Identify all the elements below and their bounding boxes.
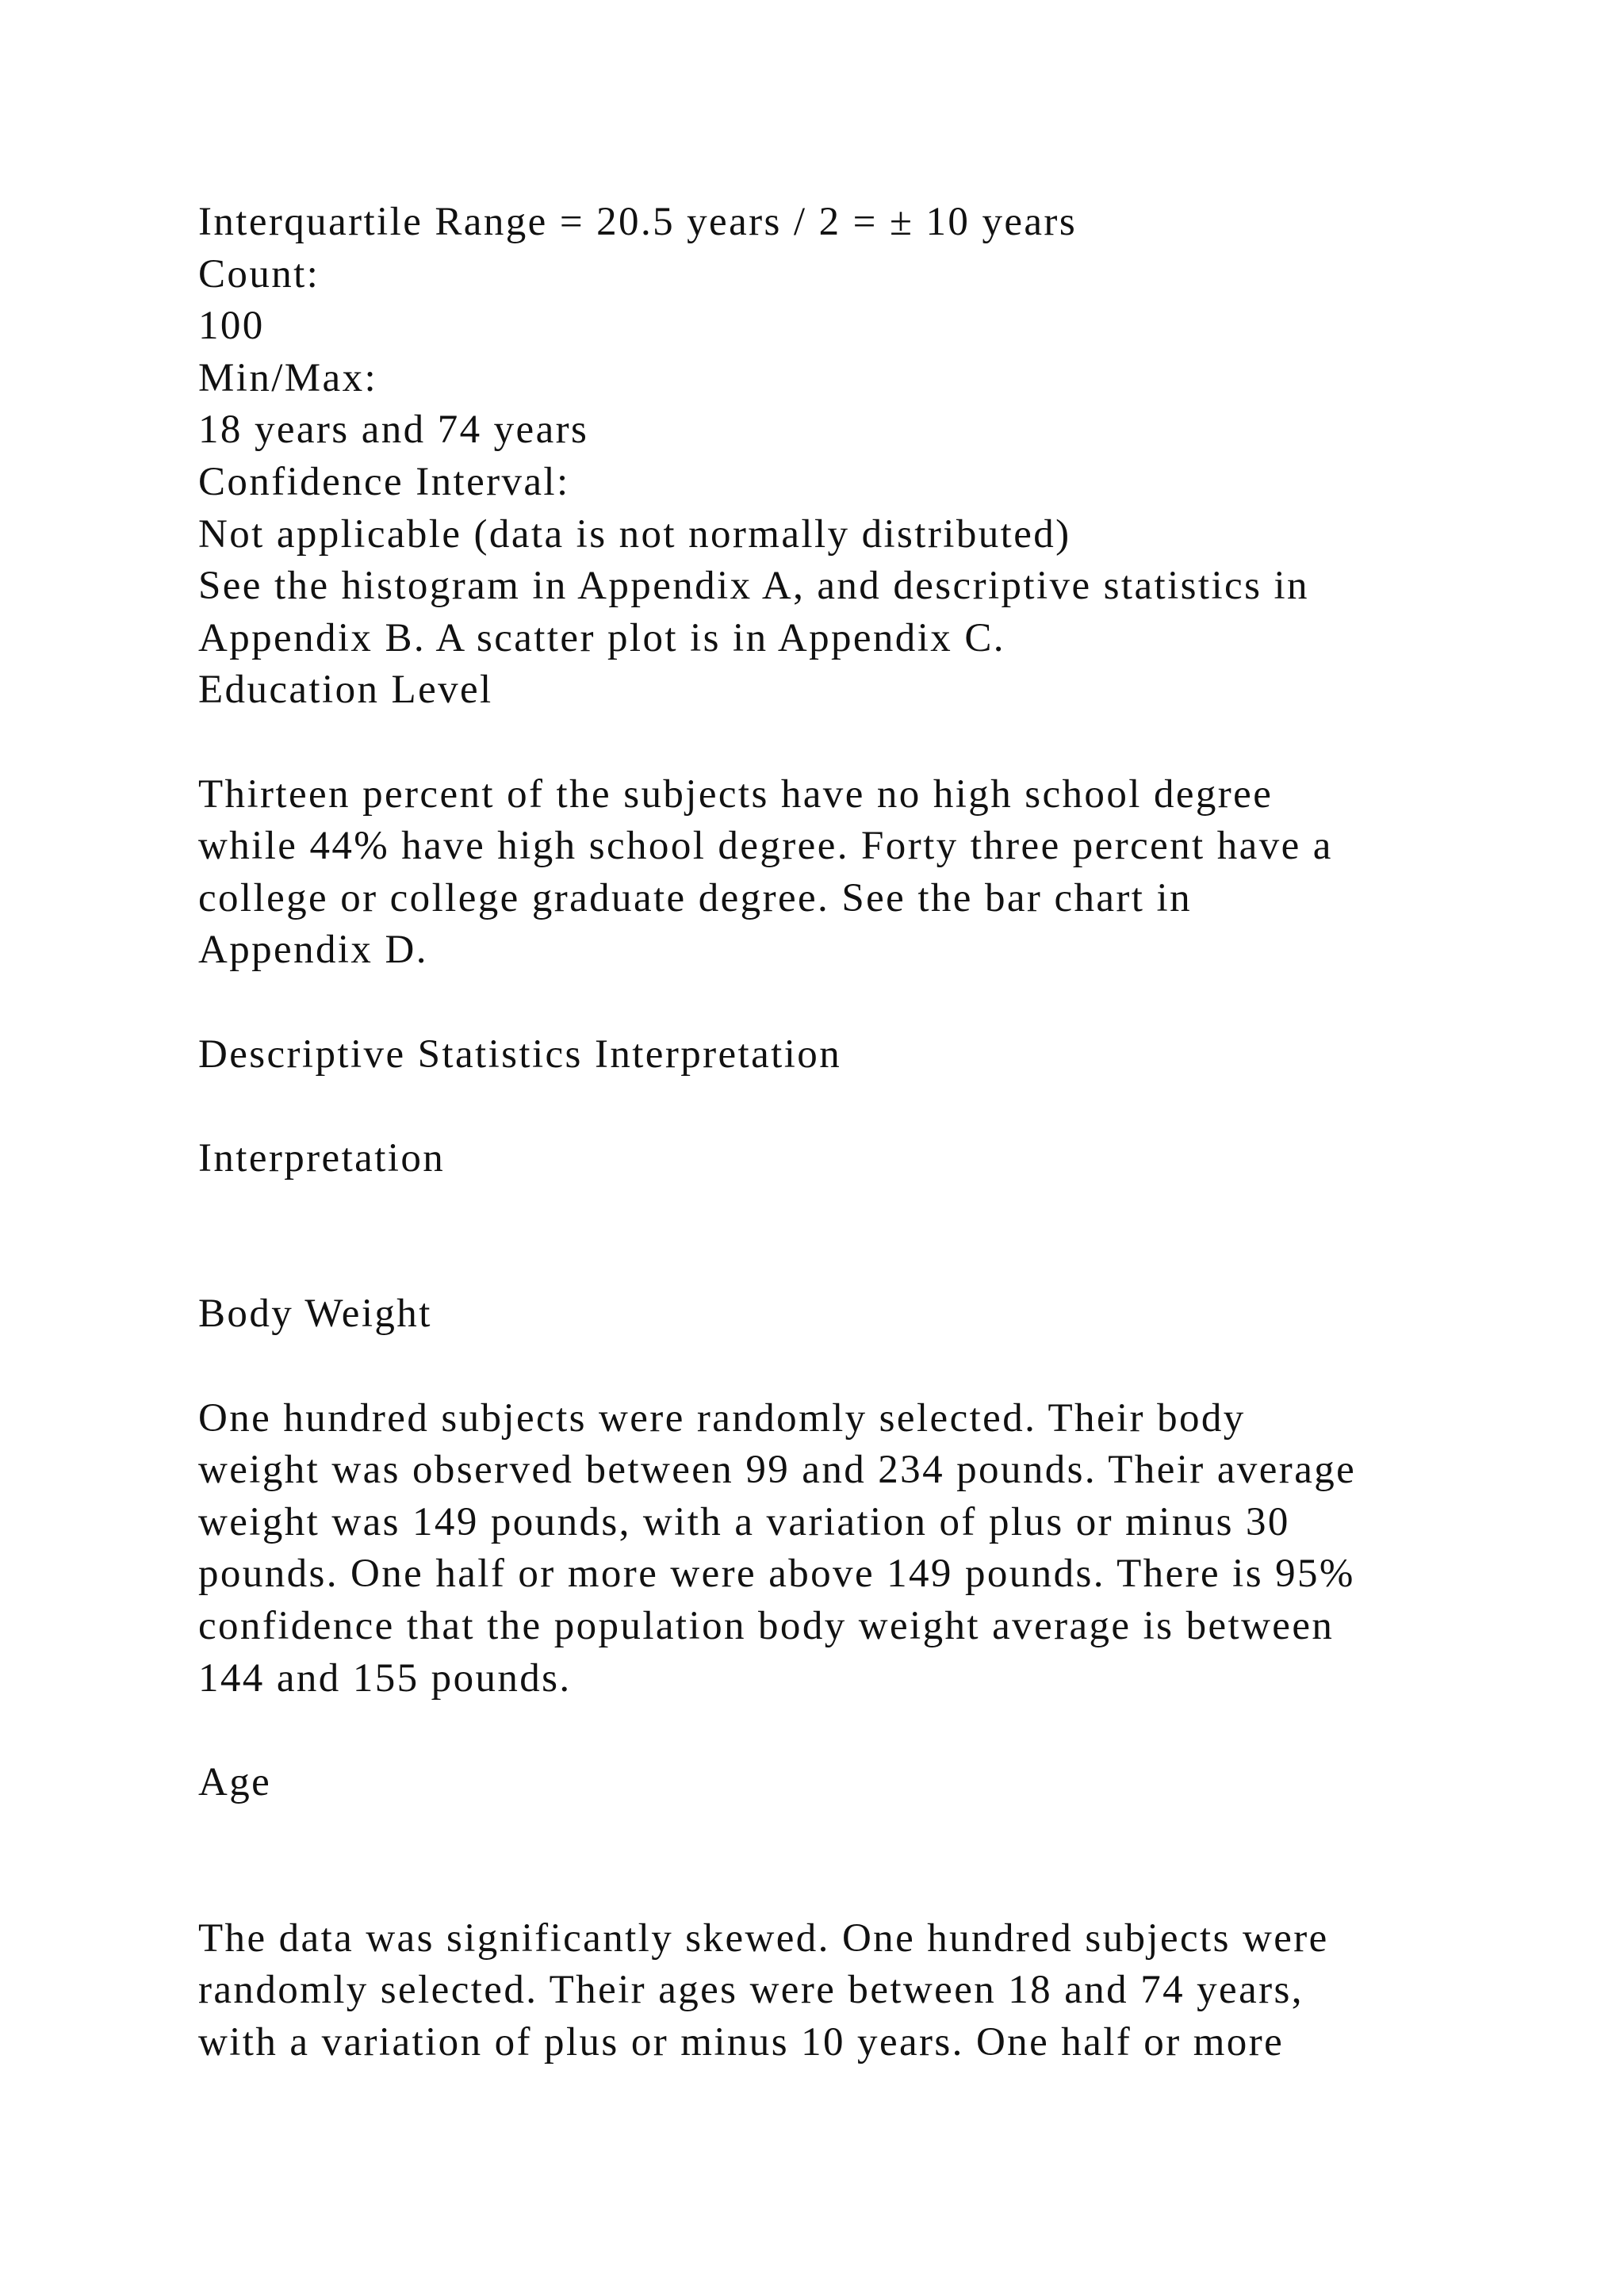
spacer bbox=[198, 977, 1483, 1029]
confidence-interval-label: Confidence Interval: bbox=[198, 459, 570, 504]
paragraph-line: weight was observed between 99 and 234 pounds. Their average bbox=[198, 1448, 1357, 1493]
confidence-interval-value: Not applicable (data is not normally distributed) bbox=[198, 511, 1071, 557]
paragraph-line: Appendix B. A scatter plot is in Appendix C. bbox=[198, 615, 1005, 660]
spacer bbox=[198, 1341, 1483, 1393]
spacer bbox=[198, 1081, 1483, 1133]
iqr-line: Interquartile Range = 20.5 years / 2 = ± 10 years bbox=[198, 200, 1078, 244]
paragraph-line: pounds. One half or more were above 149 pounds. There is 95% bbox=[198, 1552, 1355, 1597]
spacer bbox=[198, 1808, 1483, 1861]
appendix-reference-paragraph bbox=[198, 561, 1483, 664]
section-heading: Descriptive Statistics Interpretation bbox=[198, 1031, 842, 1077]
count-label: Count: bbox=[198, 251, 320, 297]
paragraph-line: See the histogram in Appendix A, and descriptive statistics in bbox=[198, 564, 1309, 609]
spacer bbox=[198, 1237, 1483, 1289]
paragraph-line: Thirteen percent of the subjects have no high school degree bbox=[198, 771, 1274, 817]
interpretation-subheading: Interpretation bbox=[198, 1135, 446, 1181]
paragraph-line: One hundred subjects were randomly selected. Their body bbox=[198, 1395, 1246, 1441]
paragraph-line: 144 and 155 pounds. bbox=[198, 1655, 572, 1701]
paragraph-line: while 44% have high school degree. Forty three percent have a bbox=[198, 824, 1333, 869]
paragraph-line: randomly selected. Their ages were between 18 and 74 years, bbox=[198, 1968, 1304, 2013]
count-value: 100 bbox=[198, 304, 265, 349]
age-heading: Age bbox=[198, 1759, 272, 1804]
body-weight-heading: Body Weight bbox=[198, 1292, 432, 1337]
paragraph-line: confidence that the population body weight average is between bbox=[198, 1604, 1335, 1649]
education-paragraph bbox=[198, 769, 1483, 977]
document-body bbox=[198, 197, 1483, 2068]
spacer bbox=[198, 1184, 1483, 1237]
age-paragraph bbox=[198, 1913, 1483, 2069]
minmax-label: Min/Max: bbox=[198, 355, 378, 400]
paragraph-line: with a variation of plus or minus 10 years. One half or more bbox=[198, 2019, 1285, 2064]
education-heading: Education Level bbox=[198, 668, 493, 713]
paragraph-line: The data was significantly skewed. One hundred subjects were bbox=[198, 1915, 1329, 1961]
paragraph-line: weight was 149 pounds, with a variation of plus or minus 30 bbox=[198, 1499, 1290, 1544]
body-weight-paragraph bbox=[198, 1393, 1483, 1705]
spacer bbox=[198, 717, 1483, 769]
spacer bbox=[198, 1705, 1483, 1757]
minmax-value: 18 years and 74 years bbox=[198, 408, 589, 453]
spacer bbox=[198, 1861, 1483, 1913]
paragraph-line: Appendix D. bbox=[198, 928, 428, 973]
paragraph-line: college or college graduate degree. See the bar chart in bbox=[198, 875, 1192, 920]
